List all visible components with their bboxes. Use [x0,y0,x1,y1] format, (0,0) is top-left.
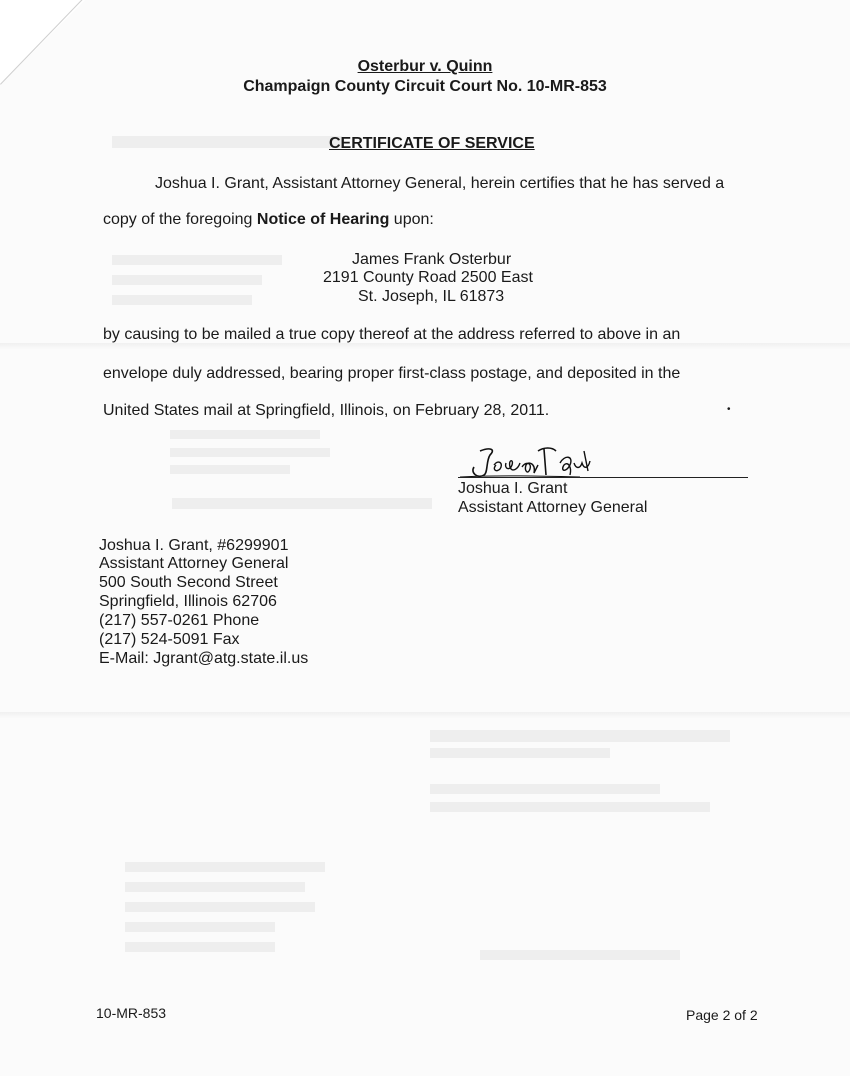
service-line-3: United States mail at Springfield, Illinois, on February 28, 2011. [103,402,550,419]
recipient-street: 2191 County Road 2500 East [323,269,533,286]
service-line-1: by causing to be mailed a true copy thereof at the address referred to above in an [103,326,681,343]
signature-line [458,477,748,478]
certificate-title: CERTIFICATE OF SERVICE [329,135,535,152]
attorney-name-number: Joshua I. Grant, #6299901 [99,537,289,554]
footer-page-number: Page 2 of 2 [686,1007,758,1023]
recipient-name: James Frank Osterbur [352,251,512,268]
certification-line-2-suffix: upon: [389,211,434,228]
attorney-email: E-Mail: Jgrant@atg.state.il.us [99,650,309,667]
footer-case-number: 10-MR-853 [96,1005,167,1021]
certification-line-1: Joshua I. Grant, Assistant Attorney General, herein certifies that he has served a [155,175,725,192]
attorney-phone: (217) 557-0261 Phone [99,612,260,629]
attorney-street: 500 South Second Street [99,574,278,591]
service-line-2: envelope duly addressed, bearing proper first-class postage, and deposited in the [103,365,681,382]
attorney-fax: (217) 524-5091 Fax [99,631,240,648]
certification-line-2 [103,211,434,229]
recipient-city: St. Joseph, IL 61873 [358,288,505,305]
certification-line-2-prefix: copy of the foregoing [103,211,257,228]
signer-name: Joshua I. Grant [458,480,568,497]
attorney-city: Springfield, Illinois 62706 [99,593,277,610]
signer-title: Assistant Attorney General [458,499,648,516]
attorney-title: Assistant Attorney General [99,555,289,572]
stray-mark: • [727,404,731,415]
notice-of-hearing-label: Notice of Hearing [256,211,390,228]
case-parties: Osterbur v. Quinn [357,58,493,75]
handwritten-signature [460,445,610,481]
case-court-number: Champaign County Circuit Court No. 10-MR-853 [243,78,607,95]
